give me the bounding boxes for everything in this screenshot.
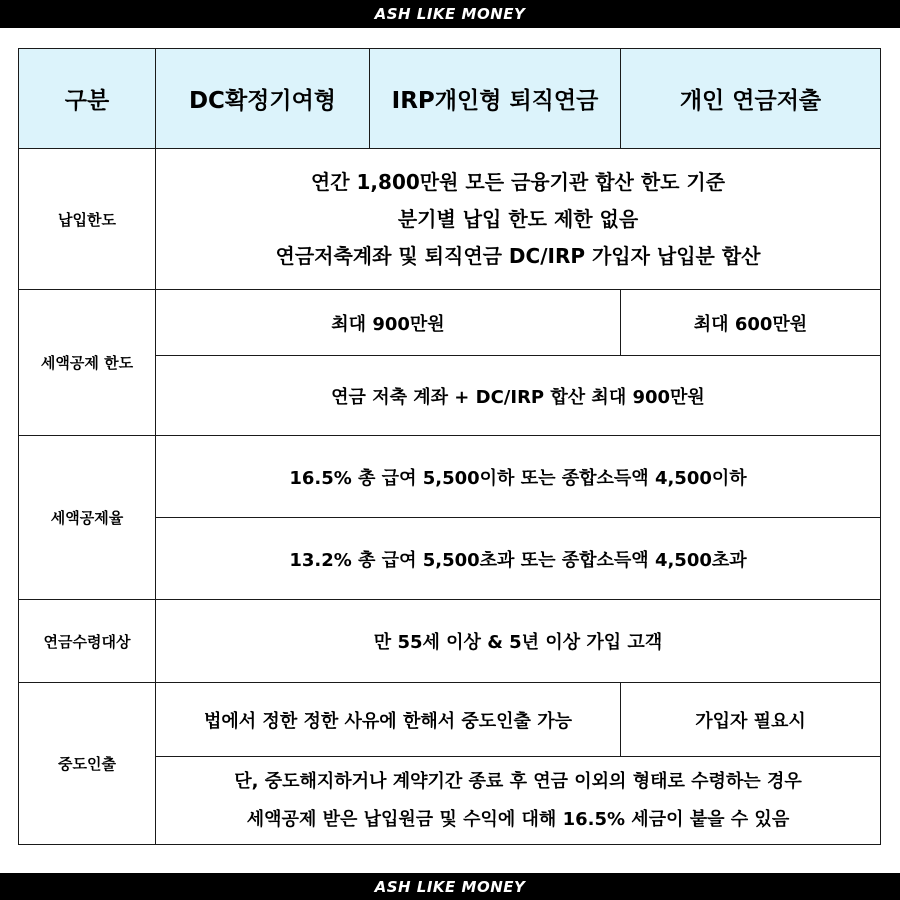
bottom-banner: ASH LIKE MONEY <box>0 873 900 900</box>
deduction-limit-dc-irp: 최대 900만원 <box>156 290 621 356</box>
header-personal-pension: 개인 연금저출 <box>621 49 881 149</box>
eligibility-text: 만 55세 이상 & 5년 이상 가입 고객 <box>156 600 881 683</box>
row-deduction-limit-split <box>19 290 881 356</box>
label-payment-limit: 납입한도 <box>19 149 156 290</box>
row-deduction-rate-1 <box>19 436 881 518</box>
deduction-limit-combined: 연금 저축 계좌 + DC/IRP 합산 최대 900만원 <box>156 356 881 436</box>
header-category: 구분 <box>19 49 156 149</box>
withdrawal-personal: 가입자 필요시 <box>621 683 881 757</box>
row-withdrawal-split <box>19 683 881 757</box>
header-irp: IRP개인형 퇴직연금 <box>370 49 621 149</box>
header-dc: DC확정기여형 <box>156 49 370 149</box>
label-deduction-rate: 세액공제율 <box>19 436 156 600</box>
deduction-rate-1: 16.5% 총 급여 5,500이하 또는 종합소득액 4,500이하 <box>156 436 881 518</box>
top-banner: ASH LIKE MONEY <box>0 0 900 28</box>
deduction-rate-2: 13.2% 총 급여 5,500초과 또는 종합소득액 4,500초과 <box>156 518 881 600</box>
payment-limit-line-2: 분기별 납입 한도 제한 없음 <box>397 206 639 231</box>
deduction-limit-personal: 최대 600만원 <box>621 290 881 356</box>
withdrawal-note-line-2: 세액공제 받은 납입원금 및 수익에 대해 16.5% 세금이 붙을 수 있음 <box>246 808 790 830</box>
label-deduction-limit: 세액공제 한도 <box>19 290 156 436</box>
withdrawal-dc-irp: 법에서 정한 정한 사유에 한해서 중도인출 가능 <box>156 683 621 757</box>
payment-limit-line-3: 연금저축계좌 및 퇴직연금 DC/IRP 가입자 납입분 합산 <box>275 243 761 268</box>
row-eligibility <box>19 600 881 683</box>
label-eligibility: 연금수령대상 <box>19 600 156 683</box>
payment-limit-line-1: 연간 1,800만원 모든 금융기관 합산 한도 기준 <box>310 169 726 194</box>
withdrawal-note-line-1: 단, 중도해지하거나 계약기간 종료 후 연금 이외의 형태로 수령하는 경우 <box>234 770 802 792</box>
withdrawal-note <box>156 757 881 845</box>
row-payment-limit <box>19 149 881 290</box>
label-withdrawal: 중도인출 <box>19 683 156 845</box>
pension-comparison-table <box>18 48 881 845</box>
payment-limit-text <box>156 149 881 290</box>
header-row <box>19 49 881 149</box>
